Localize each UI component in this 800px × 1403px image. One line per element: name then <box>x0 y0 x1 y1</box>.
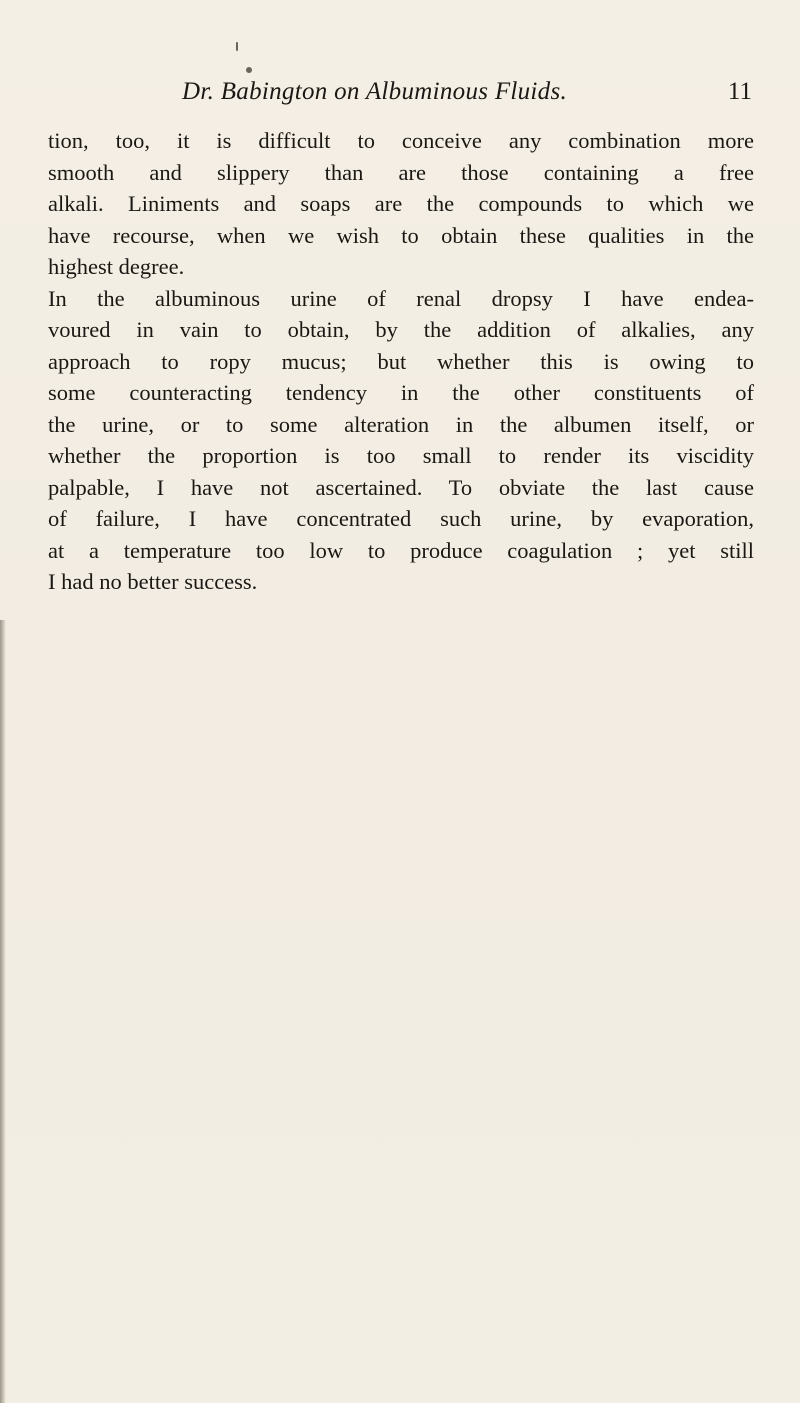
text-line: In the albuminous urine of renal dropsy I have endea- <box>48 285 754 311</box>
running-header <box>48 78 752 118</box>
text-line: I had no better success. <box>48 569 258 594</box>
text-line: highest degree. <box>48 254 185 279</box>
text-line: some counteracting tendency in the other constituents of <box>48 380 754 405</box>
ink-speck <box>246 67 252 73</box>
page-number: 11 <box>727 78 752 105</box>
text-line: at a temperature too low to produce coagulation ; yet still <box>48 537 754 563</box>
text-line: tion, too, it is difficult to conceive any combination more <box>48 128 754 153</box>
running-title: Dr. Babington on Albuminous Fluids. <box>182 78 568 105</box>
text-line: the urine, or to some alteration in the albumen itself, or <box>48 411 754 437</box>
page-edge-shadow <box>0 620 6 1403</box>
text-line: of failure, I have concentrated such urine, by evaporation, <box>48 506 754 531</box>
text-line: alkali. Liniments and soaps are the compounds to which we <box>48 191 754 216</box>
text-line: smooth and slippery than are those containing a free <box>48 159 754 185</box>
text-line: have recourse, when we wish to obtain these qualities in the <box>48 222 754 248</box>
body-text <box>48 125 754 598</box>
text-line: palpable, I have not ascertained. To obviate the last cause <box>48 474 754 500</box>
text-line: approach to ropy mucus; but whether this is owing to <box>48 348 754 374</box>
text-line: voured in vain to obtain, by the addition of alkalies, any <box>48 317 754 342</box>
ink-speck <box>236 42 238 51</box>
text-line: whether the proportion is too small to render its viscidity <box>48 443 754 468</box>
